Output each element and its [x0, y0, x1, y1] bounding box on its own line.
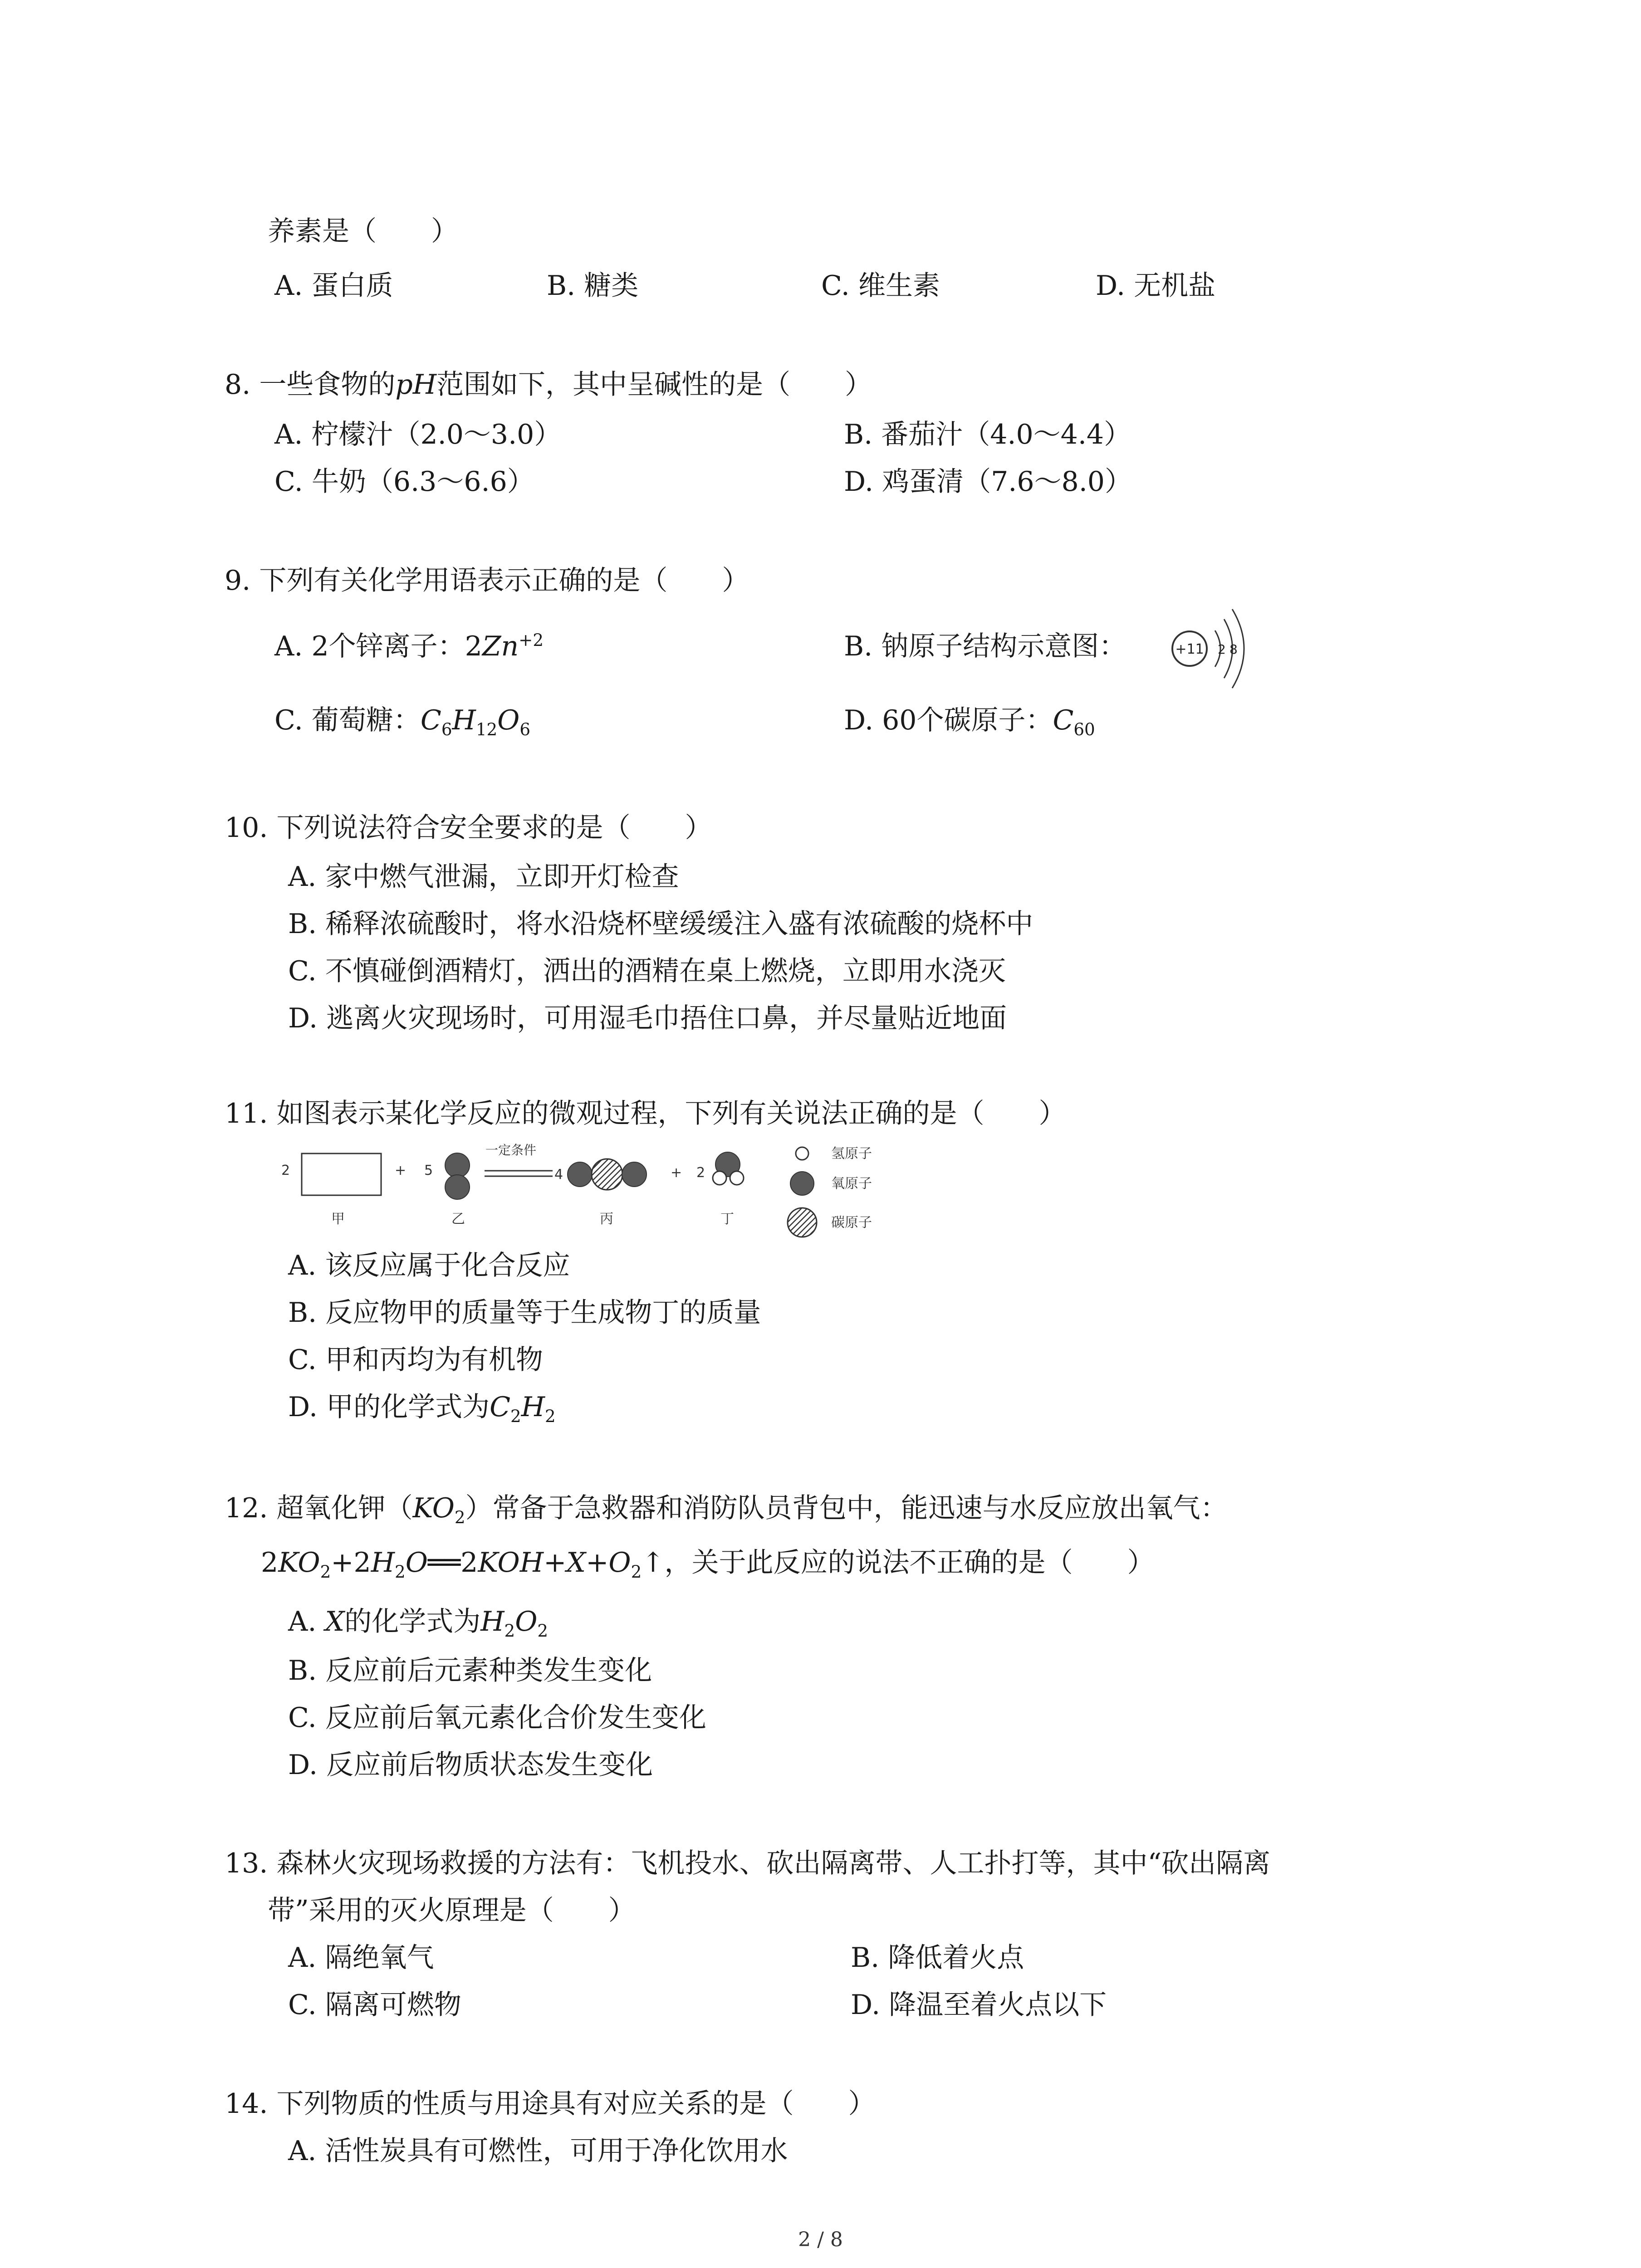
- q9-b-label: B. 钠原子结构示意图：: [844, 631, 1127, 662]
- q11-stem: [225, 1095, 1066, 1132]
- formula-x: X: [325, 1606, 345, 1637]
- eq-h: H: [371, 1547, 395, 1579]
- eq-plus: +2: [331, 1547, 371, 1579]
- q13-number: 13.: [225, 1848, 268, 1879]
- q10-option-b: B. 稀释浓硫酸时，将水沿烧杯壁缓缓注入盛有浓硫酸的烧杯中: [288, 908, 1034, 940]
- formula-c: C: [1053, 704, 1074, 736]
- legend-carbon-icon: [788, 1208, 817, 1237]
- q8-stem-post: 范围如下，其中呈碱性的是（ ）: [436, 369, 872, 401]
- q13-option-a: A. 隔绝氧气: [288, 1942, 434, 1974]
- reaction-microscopic-diagram: [272, 1136, 916, 1245]
- bing-oxygen-atom-left: [568, 1162, 592, 1187]
- q12-stem-post: ）常备于急救器和消防队员背包中，能迅速与水反应放出氧气：: [465, 1492, 1228, 1524]
- q8-ph: pH: [395, 369, 437, 401]
- bing-oxygen-atom-right: [622, 1162, 647, 1187]
- legend-oxygen-icon: [790, 1172, 814, 1195]
- reaction-condition: 一定条件: [485, 1143, 537, 1158]
- q9-a-label: A. 2个锌离子：2: [274, 631, 482, 662]
- formula-sub: 12: [475, 719, 498, 739]
- q11-option-d: [288, 1389, 556, 1425]
- legend-oxygen: 氧原子: [831, 1176, 872, 1192]
- formula-sub: 6: [441, 719, 452, 739]
- q9-d-label: D. 60个碳原子：: [844, 704, 1053, 736]
- nucleus-charge: +11: [1175, 641, 1204, 657]
- eq-o2: O: [608, 1547, 631, 1579]
- q12-option-d: D. 反应前后物质状态发生变化: [288, 1749, 653, 1781]
- q12-a-mid: 的化学式为: [344, 1606, 481, 1637]
- formula-h: H: [521, 1391, 545, 1423]
- label-ding: 丁: [720, 1211, 734, 1227]
- q13-stem1: 森林火灾现场救援的方法有：飞机投水、砍出隔离带、人工扑打等，其中“砍出隔离: [276, 1848, 1271, 1879]
- eq-plus: +: [544, 1547, 567, 1579]
- q8-option-a: A. 柠檬汁（2.0～3.0）: [274, 419, 562, 450]
- q10-option-d: D. 逃离火灾现场时，可用湿毛巾捂住口鼻，并尽量贴近地面: [288, 1002, 1007, 1034]
- q8-stem-pre: 一些食物的: [259, 369, 396, 401]
- q9-c-label: C. 葡萄糖：: [274, 704, 421, 736]
- eq-o: O: [405, 1547, 428, 1579]
- q9-a-symbol: Zn: [482, 631, 519, 662]
- q13-stem-line2: 带”采用的灭火原理是（ ）: [268, 1895, 636, 1926]
- coef-bing: 4: [554, 1167, 563, 1183]
- formula-o: O: [497, 704, 520, 736]
- formula-c: C: [490, 1391, 511, 1423]
- q7-stem-tail: 养素是（ ）: [268, 215, 458, 247]
- q9-stem: [225, 562, 749, 599]
- coef-yi: 5: [424, 1163, 433, 1178]
- formula-h: H: [480, 1606, 505, 1637]
- formula-sub: 2: [504, 1621, 515, 1641]
- q12-option-c: C. 反应前后氧元素化合价发生变化: [288, 1702, 706, 1734]
- q13-option-b: B. 降低着火点: [851, 1942, 1024, 1974]
- q10-stem: [225, 810, 712, 846]
- formula-o: O: [515, 1606, 538, 1637]
- legend-hydrogen-icon: [796, 1147, 808, 1160]
- q8-stem: [225, 367, 872, 403]
- q12-option-b: B. 反应前后元素种类发生变化: [288, 1655, 652, 1686]
- formula-sub: 2: [454, 1507, 465, 1527]
- eq-plus: +: [586, 1547, 609, 1579]
- q7-option-d: D. 无机盐: [1096, 270, 1216, 302]
- legend-carbon: 碳原子: [831, 1215, 872, 1231]
- yi-oxygen-atom-bottom: [445, 1175, 470, 1199]
- q8-option-d: D. 鸡蛋清（7.6～8.0）: [844, 466, 1132, 498]
- eq-x: X: [566, 1547, 586, 1579]
- q8-number: 8.: [225, 369, 251, 401]
- q11-number: 11.: [225, 1098, 268, 1129]
- q9-option-d: [844, 702, 1095, 738]
- coef-jia: 2: [281, 1163, 290, 1178]
- formula-c: C: [420, 704, 441, 736]
- q13-option-d: D. 降温至着火点以下: [851, 1989, 1107, 2021]
- sodium-atom-structure-diagram: [1171, 606, 1252, 692]
- bing-carbon-atom: [592, 1159, 622, 1190]
- formula-sub: 2: [537, 1621, 549, 1641]
- formula-sub: 2: [631, 1562, 642, 1582]
- q10-option-c: C. 不慎碰倒酒精灯，洒出的酒精在桌上燃烧，立即用水浇灭: [288, 955, 1006, 987]
- q12-equation: [261, 1545, 1155, 1581]
- q7-option-b: B. 糖类: [547, 270, 639, 302]
- q13-option-c: C. 隔离可燃物: [288, 1989, 461, 2021]
- q7-option-a: A. 蛋白质: [274, 270, 393, 302]
- q12-a-label: A.: [288, 1606, 325, 1637]
- q8-option-c: C. 牛奶（6.3～6.6）: [274, 466, 534, 498]
- q10-stem-text: 下列说法符合安全要求的是（ ）: [276, 812, 712, 844]
- plus-2: +: [671, 1165, 682, 1181]
- q9-option-b: [844, 628, 1126, 665]
- formula-sub: 2: [545, 1406, 556, 1426]
- jia-blank-box: [302, 1154, 381, 1195]
- formula-h: H: [452, 704, 476, 736]
- q11-d-label: D. 甲的化学式为: [288, 1391, 490, 1423]
- q14-stem-text: 下列物质的性质与用途具有对应关系的是（ ）: [276, 2088, 876, 2120]
- shell-2-electrons: 8: [1230, 642, 1238, 657]
- eq-koh: KOH: [478, 1547, 544, 1579]
- eq-coef: 2: [261, 1547, 279, 1579]
- q13-stem-line1: [225, 1845, 1270, 1882]
- q14-option-a: A. 活性炭具有可燃性，可用于净化饮用水: [288, 2135, 788, 2167]
- formula-ko: KO: [412, 1492, 455, 1524]
- eq-equals: ══2: [427, 1547, 478, 1579]
- q12-stem-pre: 超氧化钾（: [276, 1492, 413, 1524]
- yi-oxygen-atom-top: [445, 1153, 470, 1178]
- formula-sub: 60: [1073, 719, 1095, 739]
- q9-option-a: [274, 628, 544, 665]
- eq-ko: KO: [278, 1547, 320, 1579]
- q11-option-b: B. 反应物甲的质量等于生成物丁的质量: [288, 1297, 761, 1329]
- q12-option-a: [288, 1603, 548, 1640]
- q11-option-a: A. 该反应属于化合反应: [288, 1250, 570, 1281]
- formula-sub: 6: [519, 719, 531, 739]
- shell-1-electrons: 2: [1218, 642, 1226, 657]
- q12-stem: [225, 1490, 1228, 1526]
- gas-arrow-icon: ↑: [642, 1547, 665, 1579]
- q9-number: 9.: [225, 565, 251, 596]
- q14-number: 14.: [225, 2088, 268, 2120]
- q9-stem-text: 下列有关化学用语表示正确的是（ ）: [259, 565, 749, 596]
- label-yi: 乙: [451, 1211, 465, 1227]
- plus-1: +: [395, 1163, 407, 1178]
- eq-tail: ，关于此反应的说法不正确的是（ ）: [664, 1547, 1155, 1579]
- q7-option-c: C. 维生素: [821, 270, 940, 302]
- q8-option-b: B. 番茄汁（4.0～4.4）: [844, 419, 1132, 450]
- q10-number: 10.: [225, 812, 268, 844]
- ding-hydrogen-atom-right: [730, 1171, 744, 1185]
- q10-option-a: A. 家中燃气泄漏，立即开灯检查: [288, 861, 679, 893]
- coef-ding: 2: [696, 1165, 705, 1181]
- q14-stem: [225, 2086, 876, 2122]
- formula-sub: 2: [510, 1406, 521, 1426]
- formula-sub: 2: [395, 1562, 406, 1582]
- formula-sub: 2: [320, 1562, 331, 1582]
- q9-option-c: [274, 702, 530, 738]
- legend-hydrogen: 氢原子: [831, 1146, 872, 1162]
- q11-option-c: C. 甲和丙均为有机物: [288, 1344, 543, 1376]
- q9-a-charge: +2: [519, 630, 544, 650]
- q11-stem-text: 如图表示某化学反应的微观过程，下列有关说法正确的是（ ）: [276, 1098, 1066, 1129]
- page-number: 2 / 8: [798, 2228, 843, 2251]
- label-jia: 甲: [331, 1211, 345, 1227]
- ding-hydrogen-atom-left: [713, 1171, 726, 1185]
- q12-number: 12.: [225, 1492, 268, 1524]
- label-bing: 丙: [600, 1211, 613, 1227]
